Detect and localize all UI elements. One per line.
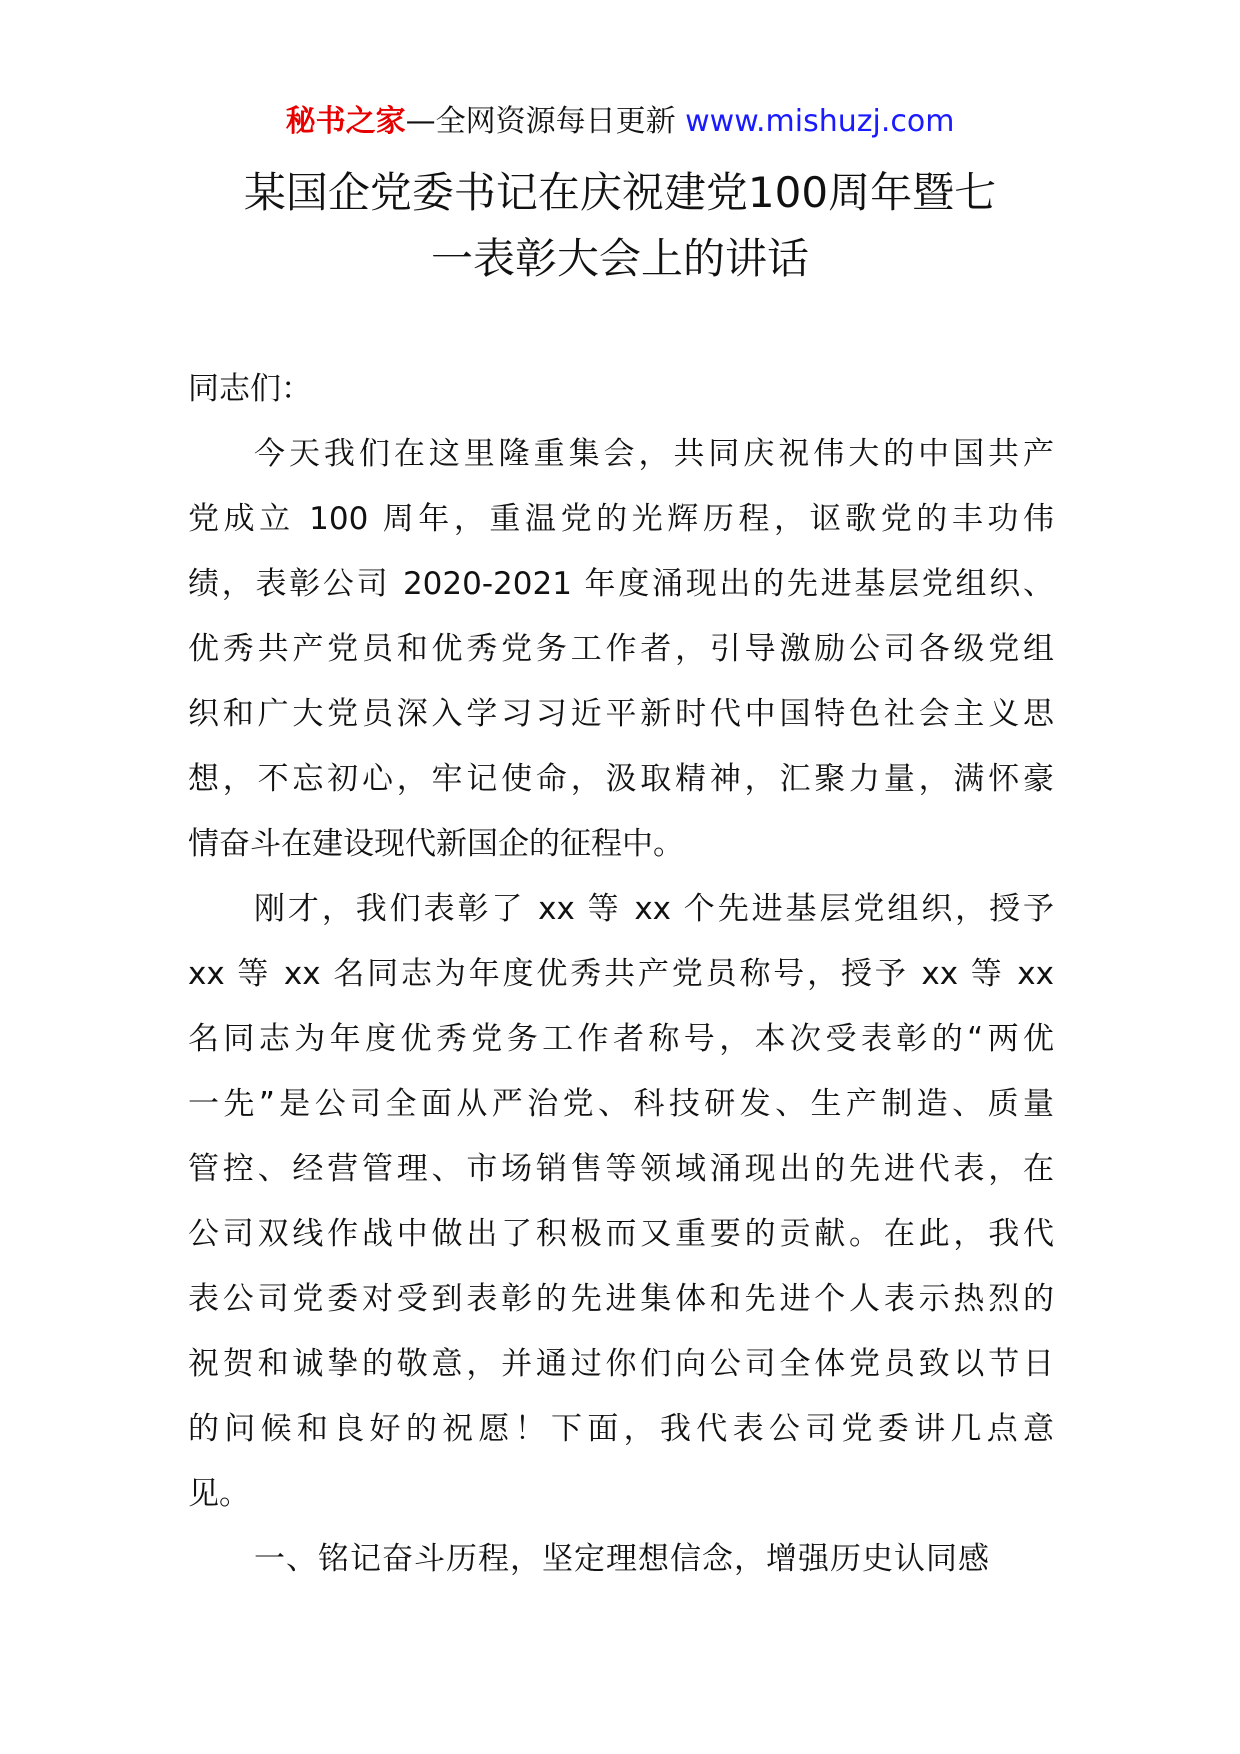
paragraph-line: 党成立 100 周年，重温党的光辉历程，讴歌党的丰功伟 <box>188 501 1054 537</box>
paragraph-line: 优秀共产党员和优秀党务工作者，引导激励公司各级党组 <box>188 631 1054 667</box>
paragraph-line: 刚才，我们表彰了 xx 等 xx 个先进基层党组织，授予 <box>254 891 1054 927</box>
paragraph-line: 名同志为年度优秀党务工作者称号，本次受表彰的“两优 <box>188 1021 1054 1057</box>
title-line: 某国企党委书记在庆祝建党100周年暨七 <box>243 168 997 217</box>
section-heading: 一、铭记奋斗历程，坚定理想信念，增强历史认同感 <box>254 1541 990 1577</box>
paragraph-line: 绩，表彰公司 2020-2021 年度涌现出的先进基层党组织、 <box>188 566 1054 602</box>
site-url: www.mishuzj.com <box>685 104 955 139</box>
document-title <box>140 160 1100 292</box>
paragraph-line: 情奋斗在建设现代新国企的征程中。 <box>188 826 684 862</box>
paragraph-line: 今天我们在这里隆重集会，共同庆祝伟大的中国共产 <box>254 436 1054 472</box>
header-tagline: —全网资源每日更新 <box>405 104 686 139</box>
title-line: 一表彰大会上的讲话 <box>430 234 809 283</box>
paragraph-line: 一先”是公司全面从严治党、科技研发、生产制造、质量 <box>188 1086 1054 1122</box>
site-header <box>0 102 1240 142</box>
paragraph-line: 的问候和良好的祝愿！下面，我代表公司党委讲几点意 <box>188 1411 1054 1447</box>
paragraph-line: xx 等 xx 名同志为年度优秀共产党员称号，授予 xx 等 xx <box>188 956 1054 992</box>
paragraph-line: 想，不忘初心，牢记使命，汲取精神，汇聚力量，满怀豪 <box>188 761 1054 797</box>
paragraph-line: 织和广大党员深入学习习近平新时代中国特色社会主义思 <box>188 696 1054 732</box>
salutation: 同志们： <box>188 371 312 407</box>
paragraph-line: 管控、经营管理、市场销售等领域涌现出的先进代表，在 <box>188 1151 1054 1187</box>
document-body <box>188 357 1054 1592</box>
paragraph-line: 见。 <box>188 1476 250 1512</box>
brand-name: 秘书之家 <box>285 104 406 139</box>
paragraph-line: 公司双线作战中做出了积极而又重要的贡献。在此，我代 <box>188 1216 1054 1252</box>
paragraph-line: 祝贺和诚挚的敬意，并通过你们向公司全体党员致以节日 <box>188 1346 1054 1382</box>
paragraph-line: 表公司党委对受到表彰的先进集体和先进个人表示热烈的 <box>188 1281 1054 1317</box>
